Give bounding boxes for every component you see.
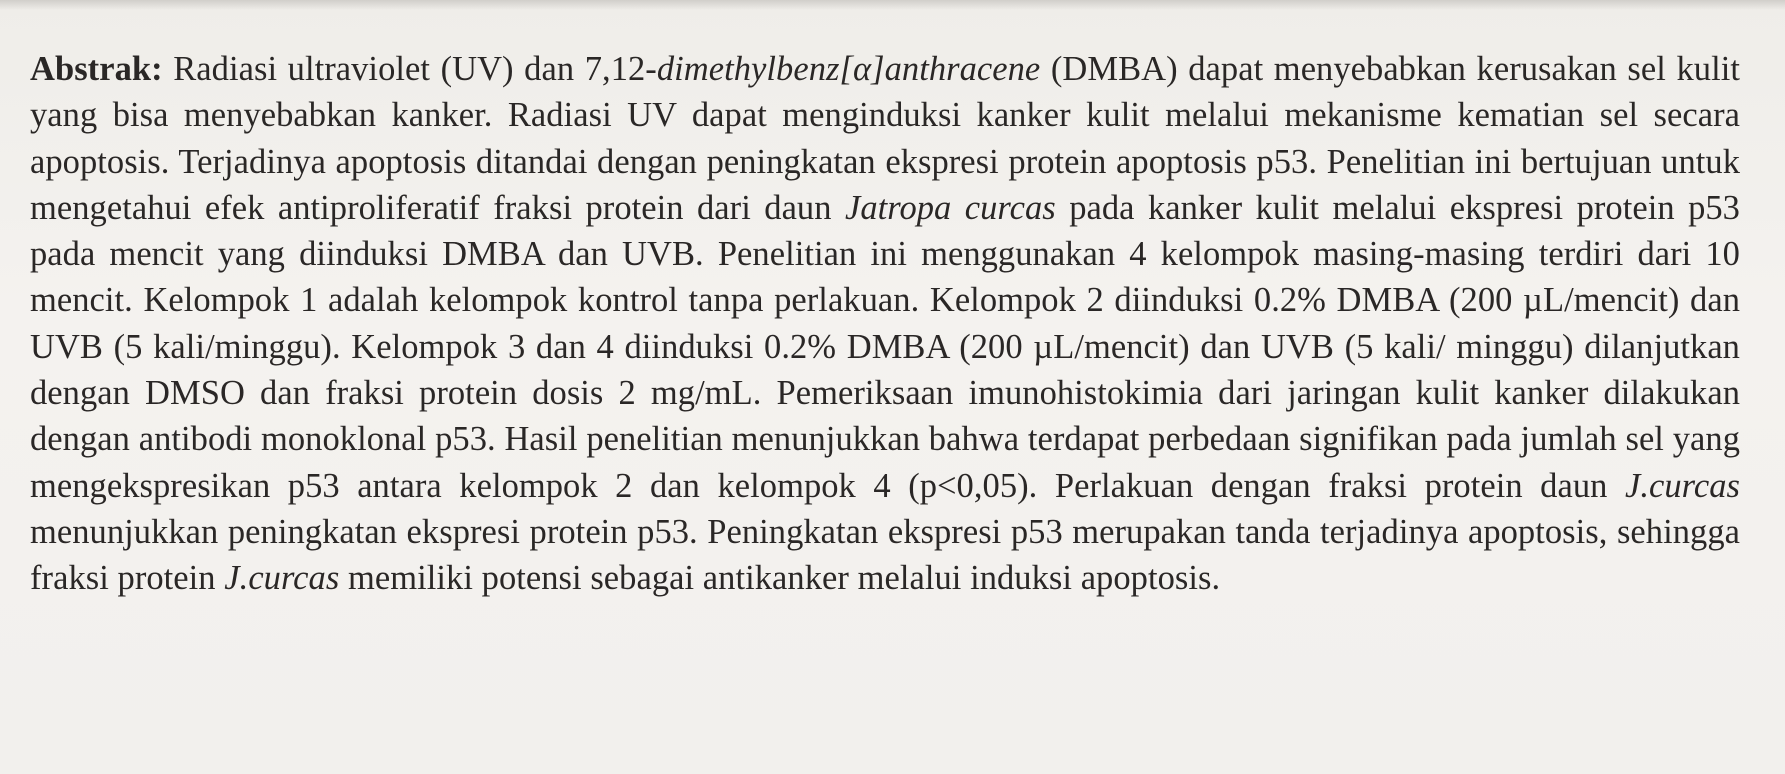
top-edge-shadow: [0, 0, 1785, 10]
abstract-paragraph: [30, 46, 1740, 602]
abstract-text-3: pada kanker kulit melalui ekspresi protein p53 pada mencit yang diinduksi DMBA dan UVB. Penelitian ini menggunakan 4 kelompok masing-masing terdiri dari 10 mencit. Kelompok 1 adalah kelompok kontrol tanpa perlakuan. Kelompok 2 diinduksi 0.2% DMBA (200 µL/mencit) dan UVB (5 kali/minggu). Kelompok 3 dan 4 diinduksi 0.2% DMBA (200 µL/mencit) dan UVB (5 kali/ minggu) dilanjutkan dengan DMSO dan fraksi protein dosis 2 mg/mL. Pemeriksaan imunohistokimia dari jaringan kulit kanker dilakukan dengan antibodi monoklonal p53. Hasil penelitian menunjukkan bahwa terdapat perbedaan signifikan pada jumlah sel yang mengekspresikan p53 antara kelompok 2 dan kelompok 4 (p<0,05). Perlakuan dengan fraksi protein daun: [30, 188, 1740, 505]
species-abbrev-1: J.curcas: [1624, 466, 1740, 505]
abstract-text-1: Radiasi ultraviolet (UV) dan 7,12-: [162, 50, 657, 88]
abstract-label: Abstrak:: [30, 50, 163, 88]
chemical-name: dimethylbenz[α]anthracene: [656, 50, 1041, 88]
abstract-text-5: memiliki potensi sebagai antikanker melalui induksi apoptosis.: [339, 559, 1221, 598]
abstract-text-4: menunjukkan peningkatan ekspresi protein p53. Peningkatan ekspresi p53 merupakan tanda terjadinya apoptosis, sehingga fraksi protein: [30, 512, 1740, 598]
species-abbrev-2: J.curcas: [224, 559, 340, 598]
species-name: Jatropa curcas: [844, 188, 1056, 227]
abstract-text-2: (DMBA) dapat menyebabkan kerusakan sel kulit yang bisa menyebabkan kanker. Radiasi UV dapat menginduksi kanker kulit melalui mekanisme kematian sel secara apoptosis. Terjadinya apoptosis ditandai dengan peningkatan ekspresi protein apoptosis p53. Penelitian ini bertujuan untuk mengetahui efek antiproliferatif fraksi protein dari daun: [30, 50, 1740, 227]
